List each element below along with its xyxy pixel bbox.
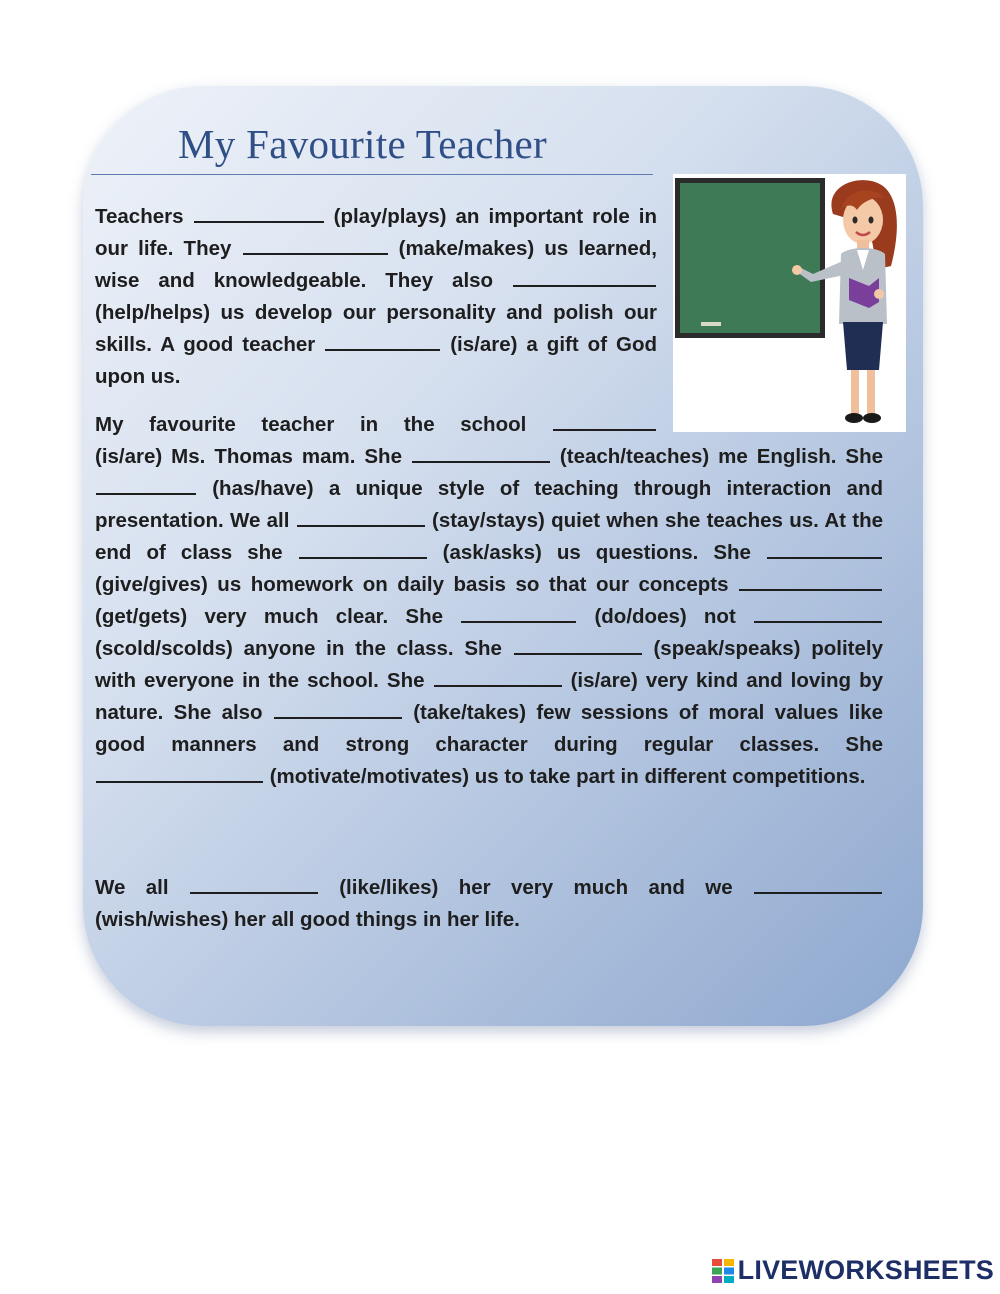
answer-blank[interactable] <box>767 539 882 559</box>
answer-blank[interactable] <box>514 635 642 655</box>
liveworksheets-brand <box>712 1255 994 1286</box>
paragraph-text: (like/likes) her very much and we <box>318 876 753 899</box>
teacher-illustration <box>673 174 906 432</box>
paragraph-text: (stay/stays) quiet when she teaches us. At the end of class she <box>95 509 883 564</box>
answer-blank[interactable] <box>434 667 562 687</box>
answer-blank[interactable] <box>243 235 388 255</box>
paragraph-text: (is/are) very kind and loving by nature. She also <box>95 669 883 724</box>
answer-blank[interactable] <box>461 603 576 623</box>
paragraph-1 <box>95 201 657 393</box>
paragraph-text: (has/have) a unique style of teaching through interaction and presentation. We all <box>95 477 883 532</box>
paragraph-text: (motivate/motivates) us to take part in different competitions. <box>264 765 866 788</box>
paragraph-first-line <box>95 409 657 441</box>
paragraph-text: (is/are) a gift of God upon us. <box>95 333 657 388</box>
paragraph-text: (speak/speaks) politely with everyone in the school. She <box>95 637 883 692</box>
worksheet-card <box>83 86 923 1026</box>
paragraph-text: (make/makes) us learned, wise and knowledgeable. They also <box>95 237 657 292</box>
liveworksheets-logo-icon <box>712 1259 734 1283</box>
answer-blank[interactable] <box>412 443 550 463</box>
paragraph-text: (take/takes) few sessions of moral values like good manners and strong character during regular classes. She <box>95 701 883 756</box>
paragraph-text: (is/are) Ms. Thomas mam. She <box>95 445 411 468</box>
answer-blank[interactable] <box>553 411 656 431</box>
answer-blank[interactable] <box>513 267 656 287</box>
paragraph-text: Teachers <box>95 205 193 228</box>
paragraph-text: (do/does) not <box>577 605 753 628</box>
paragraph-text: (teach/teaches) me English. She <box>550 445 883 468</box>
paragraph-2 <box>95 409 883 793</box>
paragraph-text: (get/gets) very much clear. She <box>95 605 461 628</box>
answer-blank[interactable] <box>274 699 402 719</box>
paragraph-text: We all <box>95 876 189 899</box>
page-title: My Favourite Teacher <box>178 121 547 167</box>
answer-blank[interactable] <box>754 603 882 623</box>
paragraph-text: (help/helps) us develop our personality and polish our skills. A good teacher <box>95 301 657 356</box>
chalk-piece <box>701 322 721 326</box>
answer-blank[interactable] <box>194 203 324 223</box>
paragraph-text: My favourite teacher in the school <box>95 413 552 436</box>
paragraph-text: (scold/scolds) anyone in the class. She <box>95 637 513 660</box>
answer-blank[interactable] <box>190 874 318 894</box>
answer-blank[interactable] <box>299 539 427 559</box>
answer-blank[interactable] <box>297 507 425 527</box>
paragraph-3 <box>95 872 883 936</box>
answer-blank[interactable] <box>96 475 196 495</box>
brand-name: LIVEWORKSHEETS <box>737 1255 994 1285</box>
teacher-at-chalkboard-icon <box>673 174 906 432</box>
answer-blank[interactable] <box>739 571 882 591</box>
paragraph-text: (wish/wishes) her all good things in her life. <box>95 908 520 931</box>
paragraph-text: (play/plays) an important role in our life. They <box>95 205 658 260</box>
answer-blank[interactable] <box>325 331 440 351</box>
paragraph-text: (ask/asks) us questions. She <box>427 541 766 564</box>
title-divider <box>91 174 653 175</box>
chalkboard-surface <box>680 183 820 333</box>
answer-blank[interactable] <box>96 763 263 783</box>
paragraph-text: (give/gives) us homework on daily basis so that our concepts <box>95 573 738 596</box>
answer-blank[interactable] <box>754 874 882 894</box>
